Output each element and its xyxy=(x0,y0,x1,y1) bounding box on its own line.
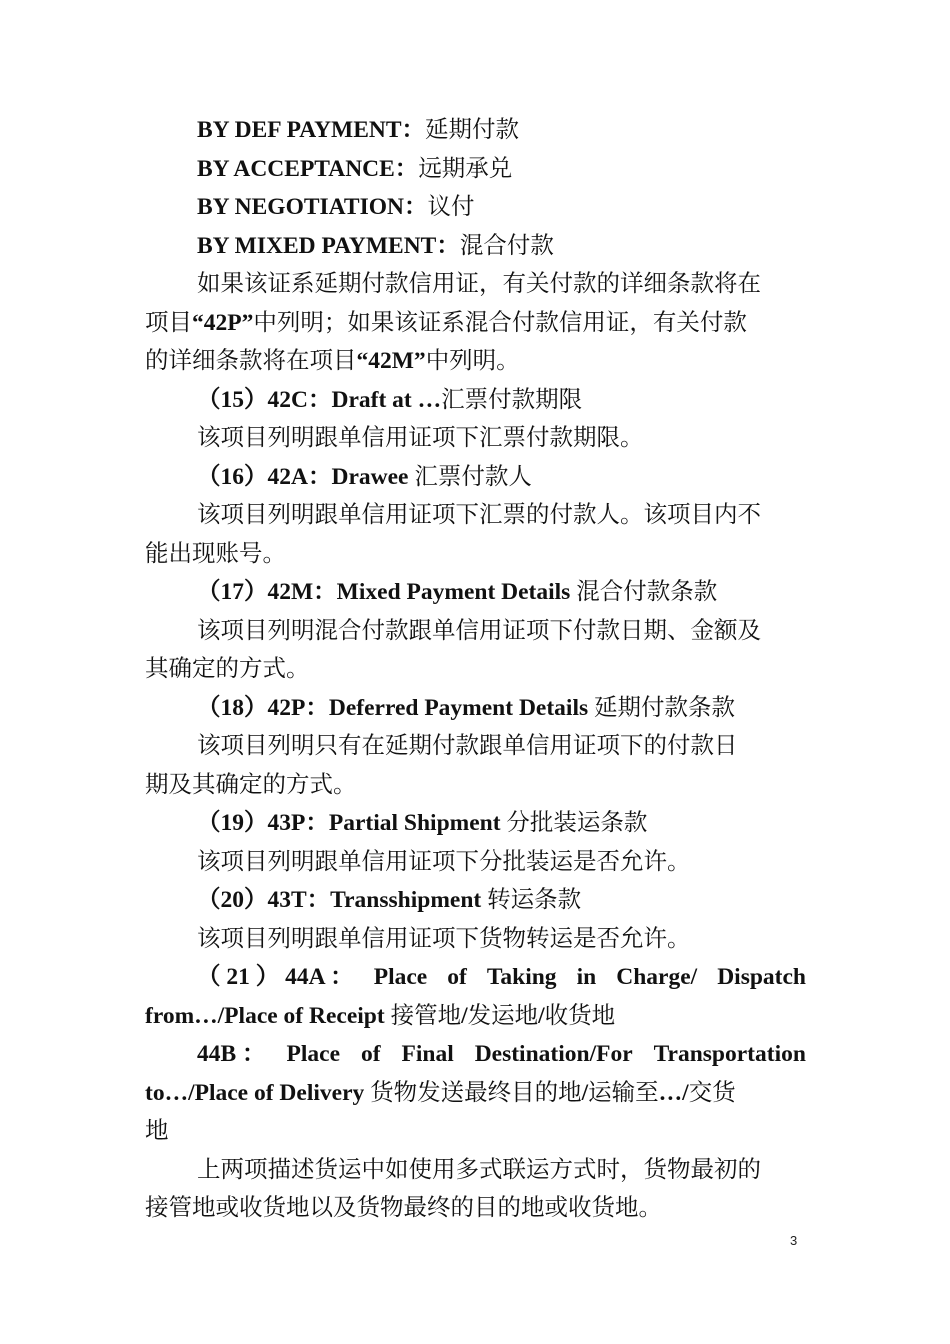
heading-en: （17）42M：Mixed Payment Details xyxy=(197,579,571,605)
text: 的详细条款将在项目 xyxy=(145,348,357,374)
text: 上两项描述货运中如使用多式联运方式时，货物最初的 xyxy=(197,1156,761,1183)
slash: / xyxy=(538,1002,545,1029)
heading-en: from…/Place of Receipt xyxy=(145,1002,385,1029)
payment-method-negotiation xyxy=(145,188,806,227)
field-code: “42M” xyxy=(356,348,426,374)
paragraph-line xyxy=(145,843,806,882)
text: 接管地或收货地以及货物最终的目的地或收货地。 xyxy=(145,1195,662,1221)
heading-word: of xyxy=(447,964,467,990)
text: 地 xyxy=(145,1118,169,1144)
section-heading-20 xyxy=(145,881,806,920)
text: 该项目列明跟单信用证项下分批装运是否允许。 xyxy=(197,848,691,875)
document-page xyxy=(145,111,806,1228)
term-en: BY MIXED PAYMENT： xyxy=(197,232,460,259)
section-heading-44b-cont xyxy=(145,1074,806,1113)
text: 该项目列明混合付款跟单信用证项下付款日期、金额及 xyxy=(197,617,761,644)
heading-word: Place xyxy=(373,964,428,990)
heading-cn: 转运条款 xyxy=(481,887,582,913)
heading-cn: 混合付款条款 xyxy=(570,579,718,605)
section-heading-19 xyxy=(145,804,806,843)
term-cn: 议付 xyxy=(427,194,475,220)
heading-cn: 分批装运条款 xyxy=(500,810,648,836)
heading-word: Transportation xyxy=(653,1041,806,1067)
heading-cn: 收货地 xyxy=(544,1002,616,1029)
section-heading-44b xyxy=(145,1035,806,1074)
text: 项目 xyxy=(145,309,192,336)
term-en: BY ACCEPTANCE： xyxy=(197,155,419,182)
heading-en: to…/Place of Delivery xyxy=(145,1079,365,1106)
text: 该项目列明只有在延期付款跟单信用证项下的付款日 xyxy=(197,733,738,759)
text: 该项目列明跟单信用证项下汇票付款期限。 xyxy=(197,425,644,451)
page-number: 3 xyxy=(790,1233,798,1248)
section-heading-17 xyxy=(145,573,806,612)
heading-cn: 交货 xyxy=(688,1079,736,1106)
term-cn: 远期承兑 xyxy=(418,155,513,182)
paragraph-line xyxy=(145,265,806,304)
paragraph-line xyxy=(145,342,806,381)
paragraph-line xyxy=(145,419,806,458)
text: 该项目列明跟单信用证项下汇票的付款人。该项目内不 xyxy=(197,502,761,528)
heading-cn: 延期付款条款 xyxy=(588,694,736,721)
heading-cn: 汇票付款人 xyxy=(408,463,532,490)
term-cn: 混合付款 xyxy=(459,232,554,259)
paragraph-line xyxy=(145,304,806,343)
slash: / xyxy=(581,1079,589,1106)
text: 中列明；如果该证系混合付款信用证，有关付款 xyxy=(253,309,747,336)
paragraph-line xyxy=(145,1189,806,1228)
heading-en: （20）43T：Transshipment xyxy=(197,887,482,913)
section-heading-21 xyxy=(145,958,806,997)
payment-method-def xyxy=(145,111,806,150)
paragraph-line xyxy=(145,535,806,574)
heading-cn: 货物发送最终目的地 xyxy=(364,1079,582,1106)
text: 如果该证系延期付款信用证，有关付款的详细条款将在 xyxy=(197,271,761,297)
heading-cn: 运输至 xyxy=(588,1079,659,1106)
heading-en: （16）42A：Drawee xyxy=(197,463,409,490)
heading-word: Charge/ xyxy=(616,964,698,990)
heading-cn: 汇票付款期限 xyxy=(441,386,583,413)
paragraph-line xyxy=(145,766,806,805)
section-heading-18 xyxy=(145,689,806,728)
paragraph-line xyxy=(145,727,806,766)
payment-method-mixed xyxy=(145,227,806,266)
heading-cn: 接管地 xyxy=(384,1002,462,1029)
text: 其确定的方式。 xyxy=(145,656,310,682)
heading-word: （ 21 ） 44A ： xyxy=(197,964,354,990)
text: 该项目列明跟单信用证项下货物转运是否允许。 xyxy=(197,925,691,952)
heading-cn: 发运地 xyxy=(467,1002,539,1029)
slash: …/ xyxy=(658,1079,689,1106)
text: 能出现账号。 xyxy=(145,540,286,567)
payment-method-acceptance xyxy=(145,150,806,189)
section-heading-21-cont xyxy=(145,997,806,1036)
text: 期及其确定的方式。 xyxy=(145,771,357,798)
paragraph-line xyxy=(145,920,806,959)
heading-word: of xyxy=(360,1041,381,1067)
heading-word: Place xyxy=(286,1041,341,1067)
heading-word: Final xyxy=(401,1041,454,1067)
field-code: “42P” xyxy=(192,309,254,336)
term-en: BY NEGOTIATION： xyxy=(197,194,428,220)
paragraph-line xyxy=(145,612,806,651)
heading-word: Destination/For xyxy=(474,1041,633,1067)
text: 中列明。 xyxy=(425,348,520,374)
heading-en: （18）42P：Deferred Payment Details xyxy=(197,694,589,721)
paragraph-line xyxy=(145,650,806,689)
paragraph-line xyxy=(145,1112,806,1151)
heading-word: in xyxy=(576,964,597,990)
heading-en: （19）43P：Partial Shipment xyxy=(197,810,501,836)
term-cn: 延期付款 xyxy=(425,117,520,143)
heading-en: （15）42C：Draft at … xyxy=(197,386,442,413)
paragraph-line xyxy=(145,1151,806,1190)
slash: / xyxy=(461,1002,468,1029)
section-heading-16 xyxy=(145,458,806,497)
heading-word: Taking xyxy=(486,964,557,990)
term-en: BY DEF PAYMENT： xyxy=(197,117,426,143)
heading-word: 44B ： xyxy=(197,1041,266,1067)
heading-word: Dispatch xyxy=(717,964,806,990)
paragraph-line xyxy=(145,496,806,535)
section-heading-15 xyxy=(145,381,806,420)
